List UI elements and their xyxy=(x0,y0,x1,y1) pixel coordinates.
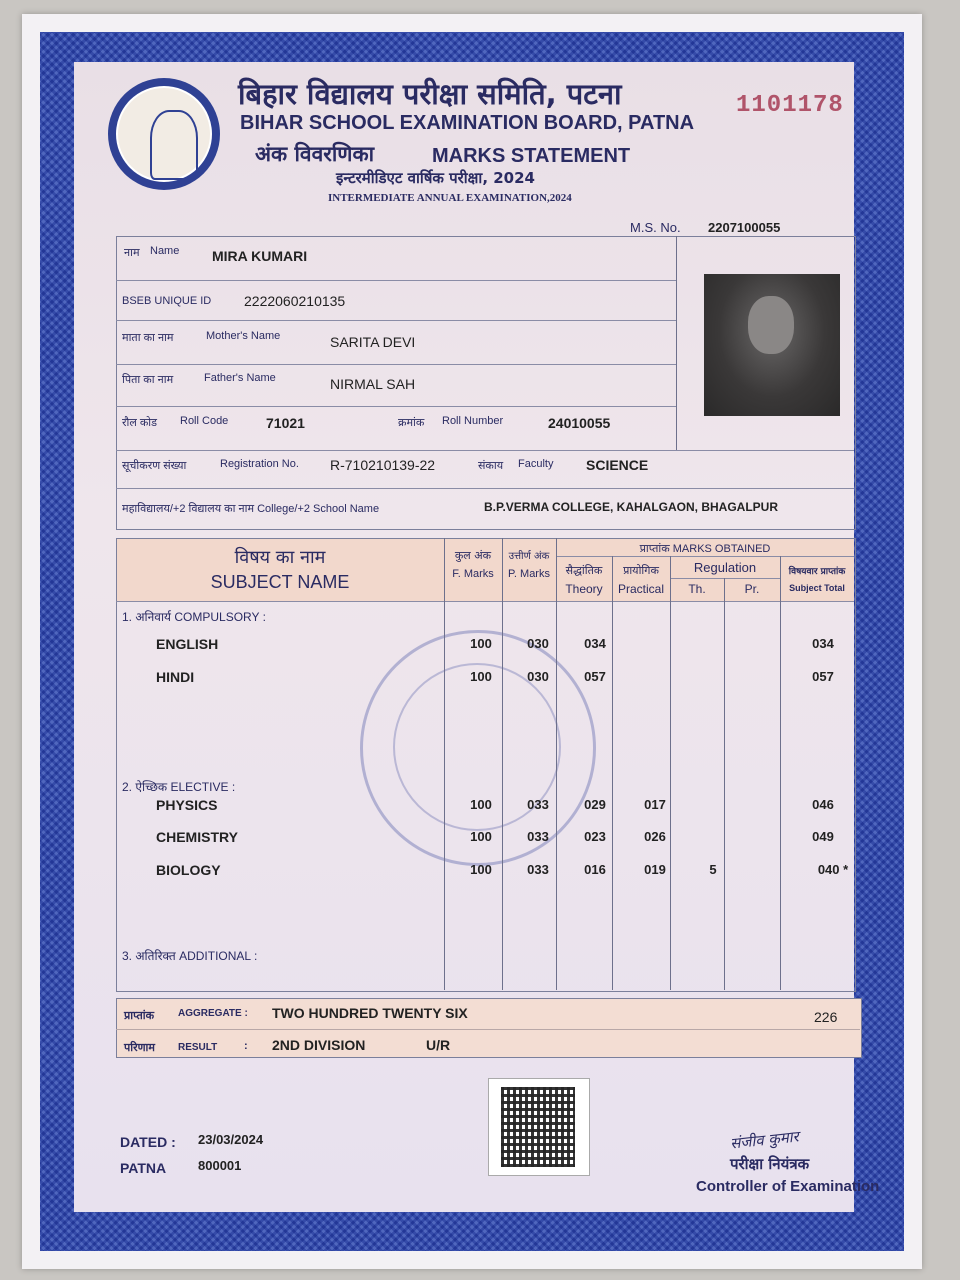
registration-label: Registration No. xyxy=(220,458,299,470)
roll-code-label: Roll Code xyxy=(180,415,229,427)
controller-title: Controller of Examination xyxy=(696,1178,880,1195)
name-label: Name xyxy=(150,245,180,257)
subject-total-header: Subject Total xyxy=(789,583,845,593)
college-name: B.P.VERMA COLLEGE, KAHALGAON, BHAGALPUR xyxy=(484,500,779,514)
qr-code xyxy=(488,1078,590,1176)
subject-name: HINDI xyxy=(156,669,195,685)
roll-number-label: Roll Number xyxy=(442,415,504,427)
regulation-header: Regulation xyxy=(693,560,757,575)
pass-marks-header: P. Marks xyxy=(508,568,550,580)
mother-name: SARITA DEVI xyxy=(330,334,416,350)
table-row xyxy=(116,797,854,817)
theory-marks: 034 xyxy=(584,636,606,651)
full-marks: 100 xyxy=(470,829,492,844)
aggregate-value: 226 xyxy=(814,1009,838,1025)
controller-title-hindi: परीक्षा नियंत्रक xyxy=(730,1155,810,1173)
uid-value: 2222060210135 xyxy=(244,293,346,309)
result-label-hindi: परिणाम xyxy=(124,1042,155,1054)
subject-total: 034 xyxy=(812,636,834,651)
board-seal-icon xyxy=(108,78,220,190)
dated-label: DATED : xyxy=(120,1134,176,1150)
full-marks: 100 xyxy=(470,862,492,877)
subject-name: PHYSICS xyxy=(156,797,218,813)
mother-label: Mother's Name xyxy=(206,330,281,342)
table-row xyxy=(116,862,854,882)
name-label-hindi: नाम xyxy=(124,247,140,259)
full-marks: 100 xyxy=(470,636,492,651)
faculty-value: SCIENCE xyxy=(586,457,649,473)
registration-label-hindi: सूचीकरण संख्या xyxy=(122,460,187,472)
roll-code-label-hindi: रौल कोड xyxy=(122,417,158,429)
section-additional: 3. अतिरिक्त ADDITIONAL : xyxy=(122,949,258,963)
subject-total: 049 xyxy=(812,829,834,844)
subject-total: 046 xyxy=(812,797,834,812)
result-division: 2ND DIVISION xyxy=(272,1037,366,1053)
section-compulsory: 1. अनिवार्य COMPULSORY : xyxy=(122,610,266,624)
full-marks: 100 xyxy=(470,669,492,684)
board-name-english: BIHAR SCHOOL EXAMINATION BOARD, PATNA xyxy=(240,112,695,134)
college-label: महाविद्यालय/+2 विद्यालय का नाम College/+2 School Name xyxy=(122,503,380,515)
mother-label-hindi: माता का नाम xyxy=(122,332,174,344)
faculty-label-hindi: संकाय xyxy=(478,460,504,472)
theory-marks: 029 xyxy=(584,797,606,812)
subject-header-hindi: विषय का नाम xyxy=(234,547,326,568)
section-elective: 2. ऐच्छिक ELECTIVE : xyxy=(122,780,236,794)
table-row xyxy=(116,829,854,849)
place-label: PATNA xyxy=(120,1160,167,1176)
regulation-theory-header: Th. xyxy=(688,582,706,596)
aggregate-label: AGGREGATE : xyxy=(178,1008,248,1019)
theory-marks: 057 xyxy=(584,669,606,684)
student-photo xyxy=(704,274,840,416)
result-box xyxy=(116,998,862,1058)
theory-marks: 016 xyxy=(584,862,606,877)
practical-header-hindi: प्रायोगिक xyxy=(623,564,659,577)
roll-code-value: 71021 xyxy=(266,415,305,431)
subject-header: SUBJECT NAME xyxy=(210,572,350,592)
aggregate-in-words: TWO HUNDRED TWENTY SIX xyxy=(272,1005,468,1021)
full-marks-header-hindi: कुल अंक xyxy=(454,549,492,562)
board-name-hindi: बिहार विद्यालय परीक्षा समिति, पटना xyxy=(238,77,622,111)
uid-label: BSEB UNIQUE ID xyxy=(122,295,212,307)
ms-no-label: M.S. No. xyxy=(630,220,681,235)
subject-name: ENGLISH xyxy=(156,636,219,652)
theory-marks: 023 xyxy=(584,829,606,844)
table-row xyxy=(116,669,854,689)
regulation-practical-header: Pr. xyxy=(744,582,760,596)
regulation-theory: 5 xyxy=(709,862,717,877)
pass-marks: 030 xyxy=(527,636,549,651)
marks-obtained-header: प्राप्तांक MARKS OBTAINED xyxy=(639,543,771,555)
table-row xyxy=(116,636,854,656)
practical-header: Practical xyxy=(617,582,664,596)
subject-name: BIOLOGY xyxy=(156,862,221,878)
result-label: RESULT xyxy=(178,1042,218,1053)
registration-value: R-710210139-22 xyxy=(330,457,436,473)
subject-total: 057 xyxy=(812,669,834,684)
theory-header-hindi: सैद्धांतिक xyxy=(565,564,603,577)
subject-total-header-hindi: विषयवार प्राप्तांक xyxy=(788,567,846,577)
father-label: Father's Name xyxy=(204,372,276,384)
faculty-label: Faculty xyxy=(518,458,554,470)
pass-marks: 033 xyxy=(527,797,549,812)
full-marks-header: F. Marks xyxy=(452,568,494,580)
pin-code: 800001 xyxy=(198,1158,242,1173)
practical-marks: 017 xyxy=(644,797,666,812)
roll-number-value: 24010055 xyxy=(548,415,611,431)
pass-marks-header-hindi: उत्तीर्ण अंक xyxy=(508,551,550,562)
issue-date: 23/03/2024 xyxy=(198,1132,264,1147)
practical-marks: 026 xyxy=(644,829,666,844)
serial-number: 1101178 xyxy=(736,92,844,119)
pass-marks: 030 xyxy=(527,669,549,684)
pass-marks: 033 xyxy=(527,862,549,877)
pass-marks: 033 xyxy=(527,829,549,844)
subject-total: 040 * xyxy=(817,862,849,877)
exam-title-english: INTERMEDIATE ANNUAL EXAMINATION,2024 xyxy=(328,192,572,204)
statement-title-hindi: अंक विवरणिका xyxy=(255,142,375,166)
statement-title-english: MARKS STATEMENT xyxy=(432,145,631,167)
roll-number-label-hindi: क्रमांक xyxy=(398,417,425,429)
result-colon: : xyxy=(244,1040,248,1052)
aggregate-label-hindi: प्राप्तांक xyxy=(124,1010,155,1022)
father-label-hindi: पिता का नाम xyxy=(122,374,174,386)
father-name: NIRMAL SAH xyxy=(330,376,416,392)
result-status: U/R xyxy=(426,1037,451,1053)
controller-signature: संजीव कुमार xyxy=(729,1127,800,1153)
student-name: MIRA KUMARI xyxy=(212,248,308,264)
practical-marks: 019 xyxy=(644,862,666,877)
marks-table xyxy=(116,538,856,992)
theory-header: Theory xyxy=(565,582,603,596)
exam-title-hindi: इन्टरमीडिएट वार्षिक परीक्षा, 2024 xyxy=(336,169,535,187)
ms-no-value: 2207100055 xyxy=(708,220,781,235)
subject-name: CHEMISTRY xyxy=(156,829,238,845)
full-marks: 100 xyxy=(470,797,492,812)
